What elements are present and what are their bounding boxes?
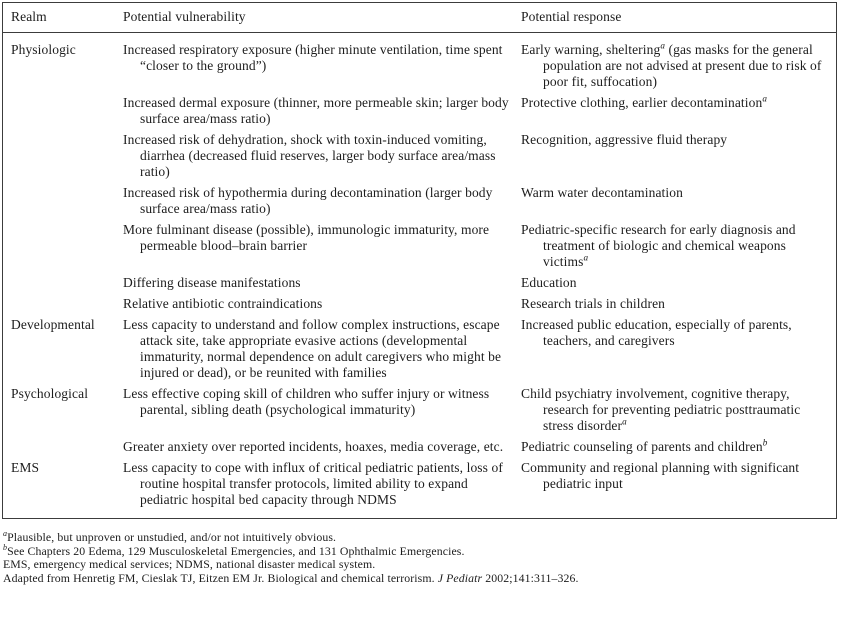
- footnote-line-4: Adapted from Henretig FM, Cieslak TJ, Eitzen EM Jr. Biological and chemical terrorism. J Pediatr 2002;141:311–326.: [3, 570, 579, 585]
- realm-cell: [11, 275, 123, 291]
- vulnerability-cell: Increased respiratory exposure (higher minute ventilation, time spent “closer to the ground”): [123, 42, 503, 73]
- vulnerability-cell: Differing disease manifestations: [123, 275, 301, 290]
- vulnerability-cell: Less effective coping skill of children who suffer injury or witness parental, sibling death (psychological immaturity): [123, 386, 490, 417]
- response-cell: Protective clothing, earlier decontamination$^a$: [521, 93, 768, 110]
- vulnerability-cell: Relative antibiotic contraindications: [123, 296, 323, 311]
- response-cell: Increased public education, especially of parents, teachers, and caregivers: [521, 317, 792, 348]
- response-cell: Child psychiatry involvement, cognitive therapy, research for preventing pediatric posttraumatic stress disorder$^a$: [521, 386, 801, 433]
- table-header-row: [3, 3, 836, 33]
- table-row-physiologic-2: [3, 132, 836, 180]
- vulnerability-cell: Increased risk of hypothermia during decontamination (larger body surface area/mass ratio): [123, 185, 493, 216]
- realm-cell: Developmental: [11, 317, 95, 332]
- response-cell: Early warning, sheltering$^a$ (gas masks for the general population are not advised at present due to risk of poor fit, suffocation): [521, 40, 822, 89]
- vulnerability-cell: Increased dermal exposure (thinner, more permeable skin; larger body surface area/mass ratio): [123, 95, 509, 126]
- realm-cell: [11, 132, 123, 180]
- footnote-line-2: $^b$See Chapters 20 Edema, 129 Musculoskeletal Emergencies, and 131 Ophthalmic Emergencies.: [3, 542, 465, 558]
- header-potential-response: Potential response: [521, 9, 622, 24]
- table-row-physiologic-1: [3, 95, 836, 127]
- footnote-marker-b: b: [762, 437, 768, 448]
- realm-cell: Psychological: [11, 386, 89, 401]
- table-row-psychological-1: [3, 439, 836, 455]
- table-row-ems-0: [3, 460, 836, 508]
- footnote-line-1: $^a$Plausible, but unproven or unstudied, and/or not intuitively obvious.: [3, 529, 337, 544]
- table-row-physiologic-5: [3, 275, 836, 291]
- table-row-physiologic-6: [3, 296, 836, 312]
- table-row-physiologic-4: [3, 222, 836, 270]
- footnote-marker-a: a: [3, 529, 8, 539]
- response-cell: Pediatric counseling of parents and children$^b$: [521, 437, 768, 454]
- footnote-marker-a: a: [583, 252, 589, 263]
- realm-cell: [11, 185, 123, 217]
- realm-cell: [11, 222, 123, 270]
- response-cell: Research trials in children: [521, 296, 666, 311]
- table-row-psychological-0: [3, 386, 836, 434]
- footnote-line-3: EMS, emergency medical services; NDMS, national disaster medical system.: [3, 557, 376, 572]
- realm-cell: [11, 296, 123, 312]
- table-row-physiologic-0: [3, 42, 836, 90]
- vulnerability-cell: Increased risk of dehydration, shock with toxin-induced vomiting, diarrhea (decreased fluid reserves, larger body surface area/mass ratio): [123, 132, 496, 179]
- italic-text: J Pediatr: [437, 570, 483, 585]
- realm-cell: [11, 95, 123, 127]
- footnotes: [2, 531, 839, 585]
- vulnerability-cell: Less capacity to cope with influx of critical pediatric patients, loss of routine hospital transfer protocols, limited ability to expand pediatric hospital bed capacity through NDMS: [123, 460, 503, 507]
- vulnerability-cell: More fulminant disease (possible), immunologic immaturity, more permeable blood–brain barrier: [123, 222, 490, 253]
- header-realm: Realm: [11, 9, 47, 24]
- response-cell: Pediatric-specific research for early diagnosis and treatment of biologic and chemical weapons victims$^a$: [521, 222, 796, 269]
- table-body: [3, 33, 836, 518]
- realm-cell: [11, 439, 123, 455]
- vulnerability-cell: Less capacity to understand and follow complex instructions, escape attack site, take appropriate evasive actions (developmental immaturity, normal dependence on adult caregivers who might be injured or dead), or be reunited with families: [123, 317, 502, 380]
- table-row-physiologic-3: [3, 185, 836, 217]
- table-row-developmental-0: [3, 317, 836, 381]
- vulnerability-table: [2, 2, 837, 519]
- response-cell: Education: [521, 275, 577, 290]
- footnote-marker-a: a: [660, 40, 666, 51]
- footnote-marker-b: b: [3, 542, 8, 552]
- page: [2, 2, 839, 585]
- footnote-marker-a: a: [622, 416, 627, 427]
- vulnerability-cell: Greater anxiety over reported incidents, hoaxes, media coverage, etc.: [123, 439, 504, 454]
- realm-cell: EMS: [11, 460, 40, 475]
- realm-cell: Physiologic: [11, 42, 76, 57]
- response-cell: Recognition, aggressive fluid therapy: [521, 132, 728, 147]
- response-cell: Community and regional planning with significant pediatric input: [521, 460, 800, 491]
- footnote-marker-a: a: [762, 93, 768, 104]
- response-cell: Warm water decontamination: [521, 185, 683, 200]
- header-potential-vulnerability: Potential vulnerability: [123, 9, 246, 24]
